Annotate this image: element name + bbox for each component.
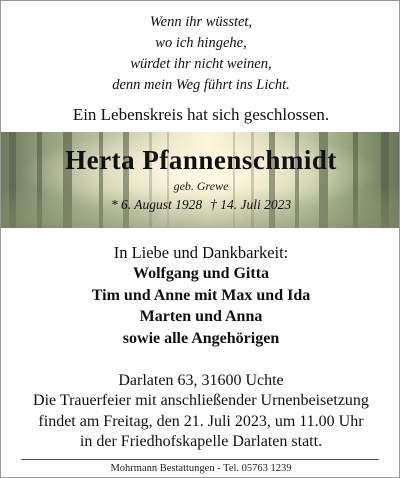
birth-date: * 6. August 1928 <box>110 197 203 212</box>
footer-divider <box>21 459 379 460</box>
intro-text: Ein Lebenskreis hat sich geschlossen. <box>72 105 330 124</box>
funeral-line: findet am Freitag, den 21. Juli 2023, um 11.00 Uhr <box>38 412 364 430</box>
deceased-name: Herta Pfannenschmidt <box>65 145 337 175</box>
mourners-intro: In Liebe und Dankbarkeit: <box>113 243 289 262</box>
mourner-line: Marten und Anna <box>139 308 263 325</box>
life-dates <box>1 196 400 213</box>
mourners-list <box>1 263 400 349</box>
poem-line: wo ich hingehe, <box>155 35 247 51</box>
mourner-line: sowie alle Angehörigen <box>122 329 280 347</box>
family-address: Darlaten 63, 31600 Uchte <box>118 372 284 389</box>
funeral-details <box>1 391 400 453</box>
poem-line: Wenn ihr wüsstet, <box>149 14 253 30</box>
birth-name: geb. Grewe <box>173 179 229 193</box>
poem <box>1 12 400 96</box>
funeral-home-footer: Mohrmann Bestattungen - Tel. 05763 1239 <box>110 463 292 474</box>
mourner-line: Tim und Anne mit Max und Ida <box>91 286 311 304</box>
poem-line: würdet ihr nicht weinen, <box>130 56 272 72</box>
mourner-line: Wolfgang und Gitta <box>132 265 270 282</box>
poem-line: denn mein Weg führt ins Licht. <box>112 77 290 93</box>
funeral-line: Die Trauerfeier mit anschließender Urnenbeisetzung <box>33 392 369 409</box>
death-date: † 14. Juli 2023 <box>210 197 292 212</box>
funeral-line: in der Friedhofskapelle Darlaten statt. <box>79 433 323 450</box>
